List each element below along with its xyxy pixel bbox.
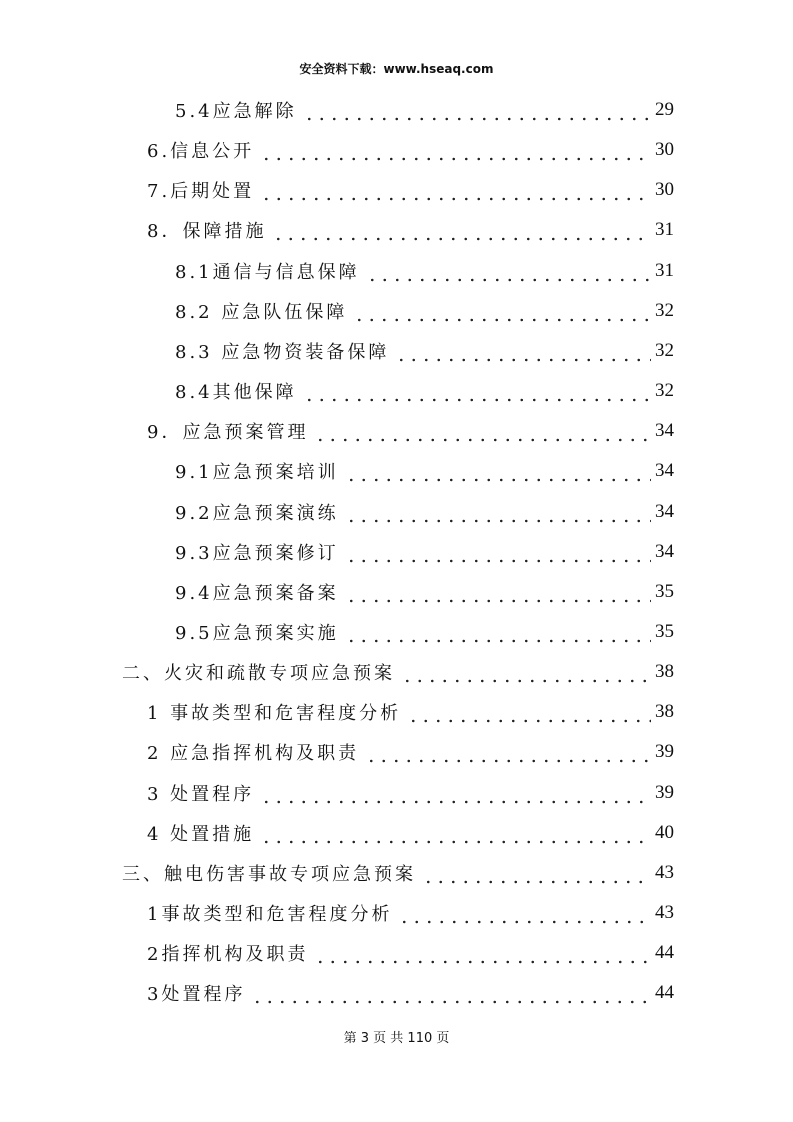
toc-entry-page-number: 38 [655, 701, 674, 723]
toc-dot-leader [345, 463, 651, 483]
toc-entry-page-number: 34 [655, 540, 674, 562]
toc-entry-title: 3处置程序 [147, 984, 246, 1006]
toc-dot-leader [345, 584, 651, 604]
toc-dot-leader [260, 142, 651, 162]
toc-dot-leader [303, 102, 651, 122]
toc-entry[interactable] [175, 492, 674, 532]
toc-entry-page-number: 40 [655, 821, 674, 843]
toc-entry-title: 2指挥机构及职责 [147, 944, 309, 966]
toc-dot-leader [345, 624, 651, 644]
toc-entry[interactable] [122, 853, 674, 893]
toc-entry-title: 7.后期处置 [147, 181, 255, 203]
toc-entry[interactable] [147, 210, 674, 250]
toc-entry[interactable] [147, 130, 674, 170]
toc-entry[interactable] [175, 612, 674, 652]
toc-entry[interactable] [175, 451, 674, 491]
toc-dot-leader [366, 263, 651, 283]
toc-entry-page-number: 32 [655, 380, 674, 402]
toc-entry-page-number: 44 [655, 982, 674, 1004]
toc-entry-page-number: 32 [655, 339, 674, 361]
toc-entry[interactable] [175, 251, 674, 291]
toc-dot-leader [260, 825, 651, 845]
toc-entry-title: 5.4应急解除 [175, 101, 297, 122]
page-header: 安全资料下载：www.hseaq.com [299, 62, 494, 76]
toc-entry-title: 4 处置措施 [147, 823, 255, 845]
toc-entry-page-number: 39 [655, 781, 674, 803]
toc-dot-leader [345, 504, 651, 524]
toc-dot-leader [272, 222, 651, 242]
toc-dot-leader [353, 303, 651, 323]
toc-entry[interactable] [147, 732, 674, 772]
toc-entry-page-number: 34 [655, 460, 674, 482]
toc-entry-page-number: 31 [655, 219, 674, 241]
toc-dot-leader [251, 985, 651, 1005]
toc-dot-leader [314, 945, 651, 965]
toc-dot-leader [345, 544, 651, 564]
toc-entry-title: 二、火灾和疏散专项应急预案 [122, 663, 395, 685]
toc-entry-title: 9.5应急预案实施 [175, 622, 339, 644]
toc-entry[interactable] [147, 893, 674, 933]
toc-entry-title: 8.3 应急物资装备保障 [175, 341, 390, 363]
toc-dot-leader [395, 343, 651, 363]
toc-entry-page-number: 30 [655, 139, 674, 161]
toc-entry-page-number: 35 [655, 620, 674, 642]
toc-entry-title: 1 事故类型和危害程度分析 [147, 703, 402, 725]
toc-dot-leader [260, 785, 651, 805]
toc-entry-page-number: 29 [655, 99, 674, 120]
toc-entry-title: 3 处置程序 [147, 783, 255, 805]
toc-entry[interactable] [175, 90, 674, 130]
toc-entry-title: 2 应急指挥机构及职责 [147, 743, 360, 765]
page-footer: 第 3 页 共 110 页 [343, 1031, 450, 1046]
toc-dot-leader [303, 383, 651, 403]
toc-dot-leader [407, 704, 651, 724]
toc-entry-page-number: 39 [655, 741, 674, 763]
toc-entry[interactable] [147, 773, 674, 813]
toc-entry-page-number: 43 [655, 861, 674, 883]
toc-dot-leader [422, 865, 651, 885]
toc-dot-leader [365, 744, 651, 764]
toc-entry-title: 6.信息公开 [147, 141, 255, 163]
toc-entry-page-number: 30 [655, 179, 674, 201]
toc-entry-title: 9.2应急预案演练 [175, 502, 339, 524]
toc-entry-page-number: 43 [655, 902, 674, 923]
toc-entry-page-number: 35 [655, 580, 674, 602]
toc-entry-title: 三、触电伤害事故专项应急预案 [122, 863, 416, 885]
toc-entry-page-number: 31 [655, 259, 674, 281]
toc-entry[interactable] [175, 331, 674, 371]
toc-dot-leader [398, 905, 651, 925]
toc-entry[interactable] [147, 170, 674, 210]
toc-entry[interactable] [175, 291, 674, 331]
toc-entry-page-number: 32 [655, 299, 674, 321]
toc-entry[interactable] [147, 692, 674, 732]
toc-entry[interactable] [147, 411, 674, 451]
toc-entry-title: 9.4应急预案备案 [175, 582, 339, 604]
toc-entry[interactable] [175, 371, 674, 411]
toc-dot-leader [314, 423, 651, 443]
toc-entry-page-number: 34 [655, 420, 674, 442]
toc-entry-page-number: 44 [655, 942, 674, 964]
toc-entry[interactable] [147, 933, 674, 973]
toc-entry-title: 8．保障措施 [147, 221, 267, 243]
toc-entry[interactable] [175, 532, 674, 572]
toc-entry-title: 8.1通信与信息保障 [175, 261, 360, 283]
toc-entry-title: 9.3应急预案修订 [175, 542, 339, 564]
toc-entry-page-number: 38 [655, 661, 674, 683]
toc-entry[interactable] [175, 572, 674, 612]
toc-entry-title: 8.2 应急队伍保障 [175, 301, 348, 323]
toc-dot-leader [401, 664, 651, 684]
toc-entry[interactable] [147, 813, 674, 853]
toc-entry-page-number: 34 [655, 500, 674, 522]
toc-dot-leader [260, 182, 651, 202]
toc-entry[interactable] [147, 973, 674, 1013]
toc-entry[interactable] [122, 652, 674, 692]
toc-entry-title: 1事故类型和危害程度分析 [147, 904, 393, 925]
toc-entry-title: 9．应急预案管理 [147, 422, 309, 444]
toc-entry-title: 8.4其他保障 [175, 382, 297, 404]
toc-entry-title: 9.1应急预案培训 [175, 462, 339, 484]
